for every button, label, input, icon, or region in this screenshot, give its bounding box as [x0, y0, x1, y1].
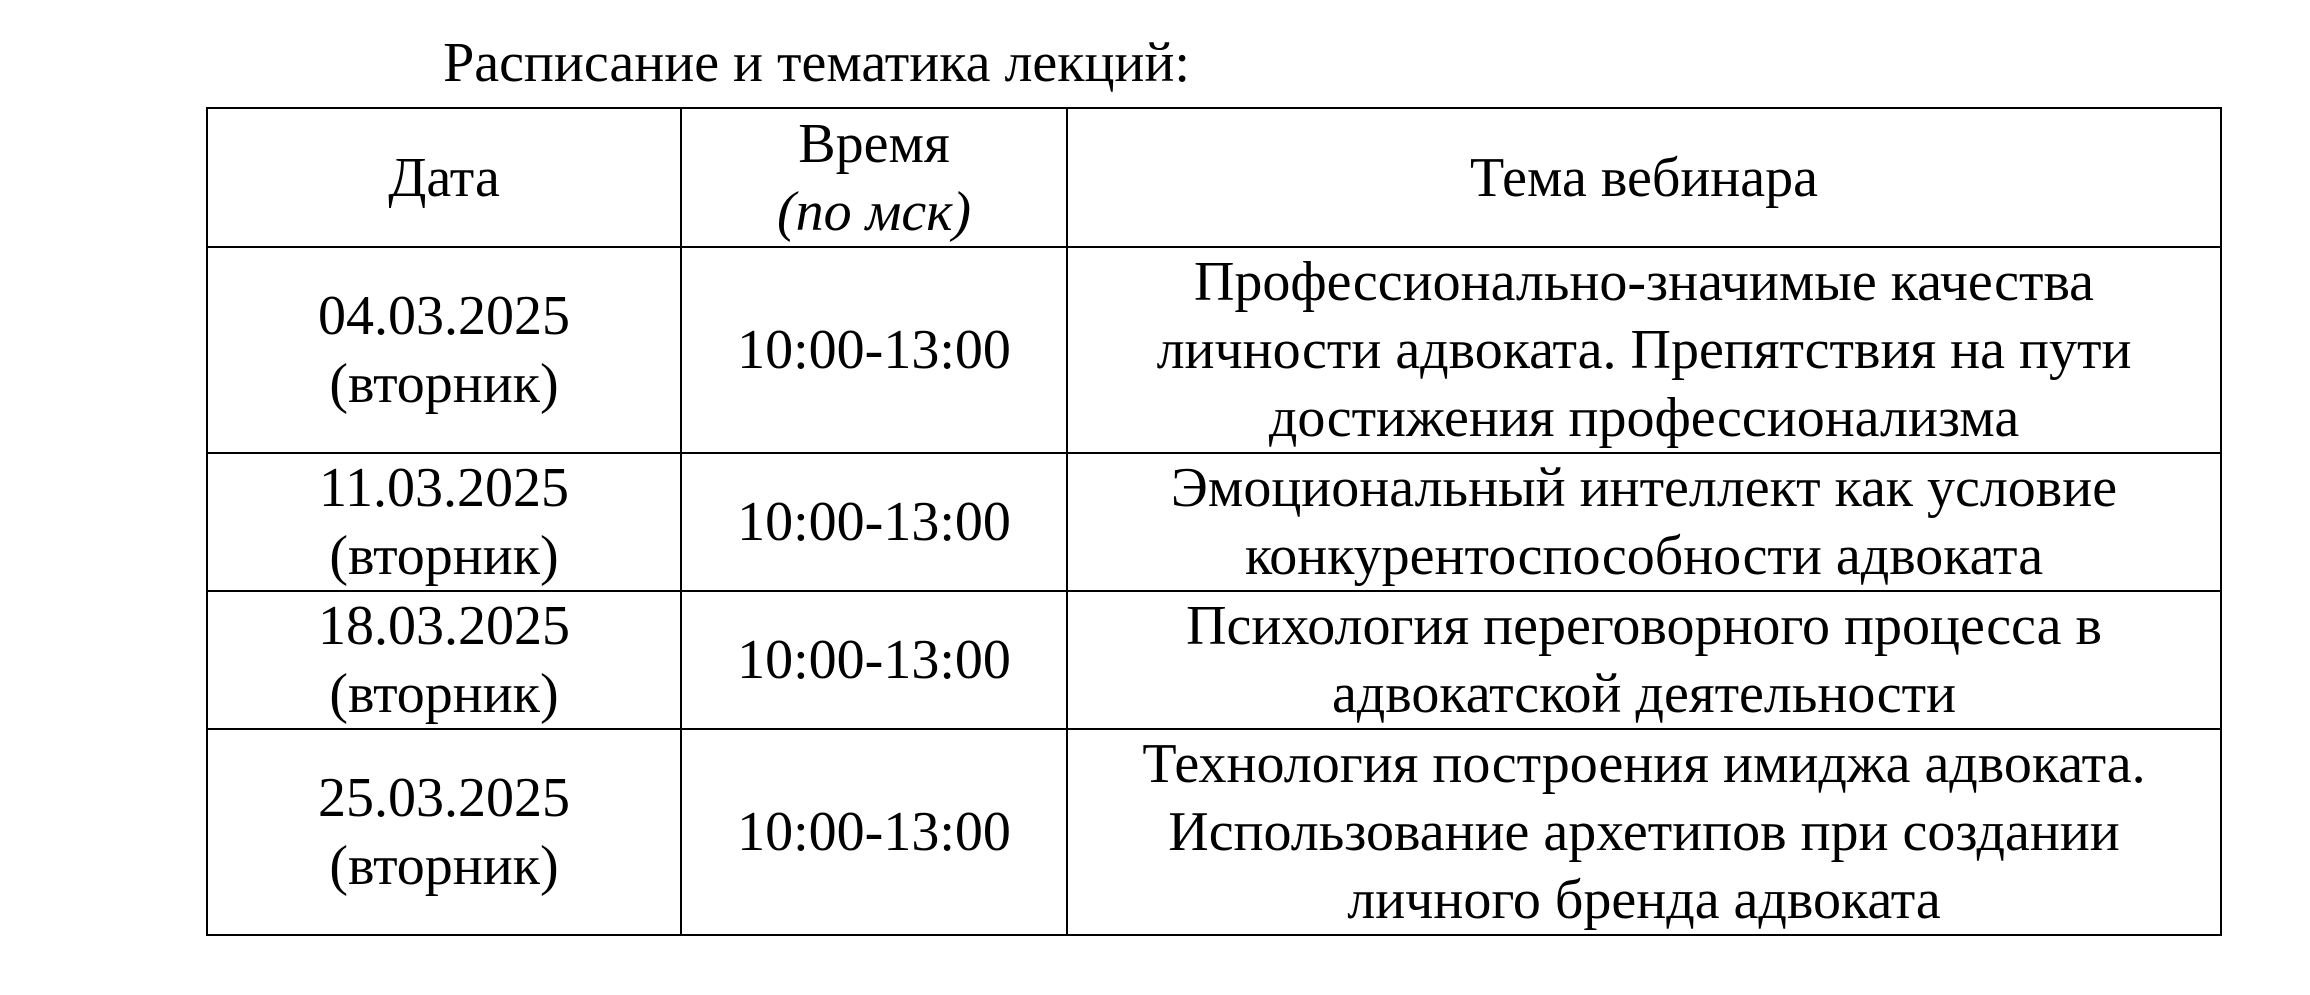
header-date-label: Дата: [388, 146, 500, 209]
schedule-table: [206, 107, 2222, 936]
table-row: [207, 591, 2221, 729]
header-topic: [1067, 108, 2221, 247]
row-weekday: (вторник): [329, 353, 559, 415]
header-time-note: (по мск): [776, 180, 972, 243]
header-time-label: Время: [798, 112, 950, 175]
row-time: 10:00-13:00: [737, 629, 1011, 691]
row-date: 18.03.2025: [318, 595, 570, 657]
cell-date: [207, 729, 681, 935]
table-row: [207, 247, 2221, 453]
cell-topic: [1067, 453, 2221, 591]
cell-time: [681, 453, 1067, 591]
row-weekday: (вторник): [329, 835, 559, 897]
cell-date: [207, 591, 681, 729]
row-topic-line: Использование архетипов при создании: [1168, 801, 2120, 863]
header-topic-label: Тема вебинара: [1470, 146, 1818, 209]
row-time: 10:00-13:00: [737, 491, 1011, 553]
row-topic-line: Технология построения имиджа адвоката.: [1142, 733, 2146, 795]
cell-time: [681, 247, 1067, 453]
cell-time: [681, 729, 1067, 935]
row-topic-line: Эмоциональный интеллект как условие: [1170, 457, 2118, 519]
cell-date: [207, 453, 681, 591]
table-row: [207, 729, 2221, 935]
row-topic-line: Психология переговорного процесса в: [1186, 595, 2102, 657]
cell-topic: [1067, 591, 2221, 729]
cell-topic: [1067, 247, 2221, 453]
cell-time: [681, 591, 1067, 729]
cell-topic: [1067, 729, 2221, 935]
cell-date: [207, 247, 681, 453]
row-weekday: (вторник): [329, 663, 559, 725]
row-date: 11.03.2025: [319, 457, 569, 519]
header-date: [207, 108, 681, 247]
table-row: [207, 453, 2221, 591]
row-topic-line: конкурентоспособности адвоката: [1244, 525, 2044, 587]
row-date: 25.03.2025: [318, 767, 570, 829]
row-topic-line: личности адвоката. Препятствия на пути: [1156, 319, 2132, 381]
row-topic-line: Профессионально-значимые качества: [1193, 251, 2095, 313]
row-weekday: (вторник): [329, 525, 559, 587]
row-topic-line: личного бренда адвоката: [1347, 869, 1941, 931]
row-time: 10:00-13:00: [737, 319, 1011, 381]
page-title: Расписание и тематика лекций:: [443, 32, 1190, 94]
table-header-row: [207, 108, 2221, 247]
row-topic-line: адвокатской деятельности: [1331, 663, 1957, 725]
header-time: [681, 108, 1067, 247]
row-date: 04.03.2025: [318, 285, 570, 347]
row-topic-line: достижения профессионализма: [1268, 387, 2020, 449]
row-time: 10:00-13:00: [737, 801, 1011, 863]
